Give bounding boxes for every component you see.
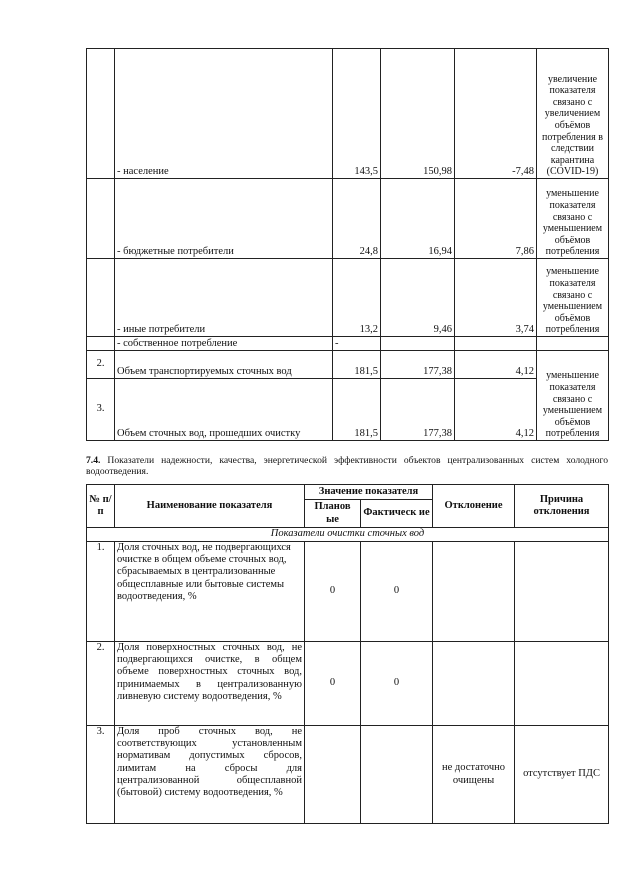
actual-value: 0 — [361, 542, 433, 642]
row-number — [87, 49, 115, 179]
deviation-value: 7,86 — [455, 179, 537, 259]
row-number: 3. — [87, 379, 115, 441]
actual-value: 177,38 — [381, 379, 455, 441]
table-row — [87, 726, 609, 824]
header-row — [87, 485, 609, 500]
indicator-name: - собственное потребление — [115, 337, 333, 351]
row-number — [87, 337, 115, 351]
row-number: 1. — [87, 542, 115, 642]
table-row — [87, 179, 609, 259]
actual-value: 150,98 — [381, 49, 455, 179]
deviation-reason: увеличение показателя связано с увеличением объёмов потребления в следствии карантина (COVID-19) — [537, 49, 609, 179]
planned-value: 0 — [305, 542, 361, 642]
deviation-reason: уменьшение показателя связано с уменьшением объёмов потребления — [537, 259, 609, 337]
actual-value — [361, 726, 433, 824]
row-number: 2. — [87, 642, 115, 726]
table-row — [87, 642, 609, 726]
deviation-value: не достаточно очищены — [433, 726, 515, 824]
indicator-name: - бюджетные потребители — [115, 179, 333, 259]
table-row — [87, 379, 609, 441]
table-row — [87, 49, 609, 179]
actual-value: 177,38 — [381, 351, 455, 379]
planned-value: 24,8 — [333, 179, 381, 259]
table-row — [87, 351, 609, 379]
subheader-cleaning: Показатели очистки сточных вод — [87, 528, 609, 542]
header-reason: Причина отклонения — [515, 485, 609, 528]
header-actual: Фактическ ие — [361, 500, 433, 528]
planned-value: 0 — [305, 642, 361, 726]
deviation-value: 3,74 — [455, 259, 537, 337]
header-value-group: Значение показателя — [305, 485, 433, 500]
deviation-reason: уменьшение показателя связано с уменьшением объёмов потребления — [537, 351, 609, 441]
deviation-reason — [537, 337, 609, 351]
deviation-value — [433, 642, 515, 726]
section-7-4-heading — [86, 455, 608, 477]
indicator-name: - иные потребители — [115, 259, 333, 337]
deviation-value: -7,48 — [455, 49, 537, 179]
actual-value: 16,94 — [381, 179, 455, 259]
section-number: 7.4. — [86, 455, 101, 466]
table-row — [87, 542, 609, 642]
sewage-volume-table — [86, 48, 609, 441]
header-number: № п/п — [87, 485, 115, 528]
subheader-row — [87, 528, 609, 542]
actual-value: 9,46 — [381, 259, 455, 337]
deviation-value — [455, 337, 537, 351]
planned-value: 181,5 — [333, 351, 381, 379]
table-row — [87, 337, 609, 351]
section-text: Показатели надежности, качества, энергетической эффективности объектов централизованных систем холодного водоотведения. — [86, 455, 608, 477]
indicator-name: Объем транспортируемых сточных вод — [115, 351, 333, 379]
planned-value: 143,5 — [333, 49, 381, 179]
planned-value: 181,5 — [333, 379, 381, 441]
deviation-value: 4,12 — [455, 379, 537, 441]
row-number — [87, 179, 115, 259]
indicator-name: - население — [115, 49, 333, 179]
deviation-reason: уменьшение показателя связано с уменьшением объёмов потребления — [537, 179, 609, 259]
table-row — [87, 259, 609, 337]
row-number: 2. — [87, 351, 115, 379]
planned-value: - — [333, 337, 381, 351]
indicator-name: Доля сточных вод, не подвергающихся очистке в общем объеме сточных вод, сбрасываемых в централизованные общесплавные или бытовые системы водоотведения, % — [115, 542, 305, 642]
indicator-name: Доля поверхностных сточных вод, не подвергающихся очистке, в общем объеме поверхностных сточных вод, принимаемых в централизованную ливневую систему водоотведения, % — [115, 642, 305, 726]
row-number: 3. — [87, 726, 115, 824]
deviation-value: 4,12 — [455, 351, 537, 379]
header-indicator-name: Наименование показателя — [115, 485, 305, 528]
deviation-reason — [515, 642, 609, 726]
header-deviation: Отклонение — [433, 485, 515, 528]
reliability-indicators-table — [86, 484, 609, 824]
indicator-name: Доля проб сточных вод, не соответствующих установленным нормативам допустимых сбросов, лимитам на сбросы для централизованной общесплавной (бытовой) систему водоотведения, % — [115, 726, 305, 824]
deviation-value — [433, 542, 515, 642]
indicator-name: Объем сточных вод, прошедших очистку — [115, 379, 333, 441]
deviation-reason — [515, 542, 609, 642]
actual-value — [381, 337, 455, 351]
deviation-reason: отсутствует ПДС — [515, 726, 609, 824]
actual-value: 0 — [361, 642, 433, 726]
row-number — [87, 259, 115, 337]
planned-value — [305, 726, 361, 824]
planned-value: 13,2 — [333, 259, 381, 337]
header-planned: Планов ые — [305, 500, 361, 528]
